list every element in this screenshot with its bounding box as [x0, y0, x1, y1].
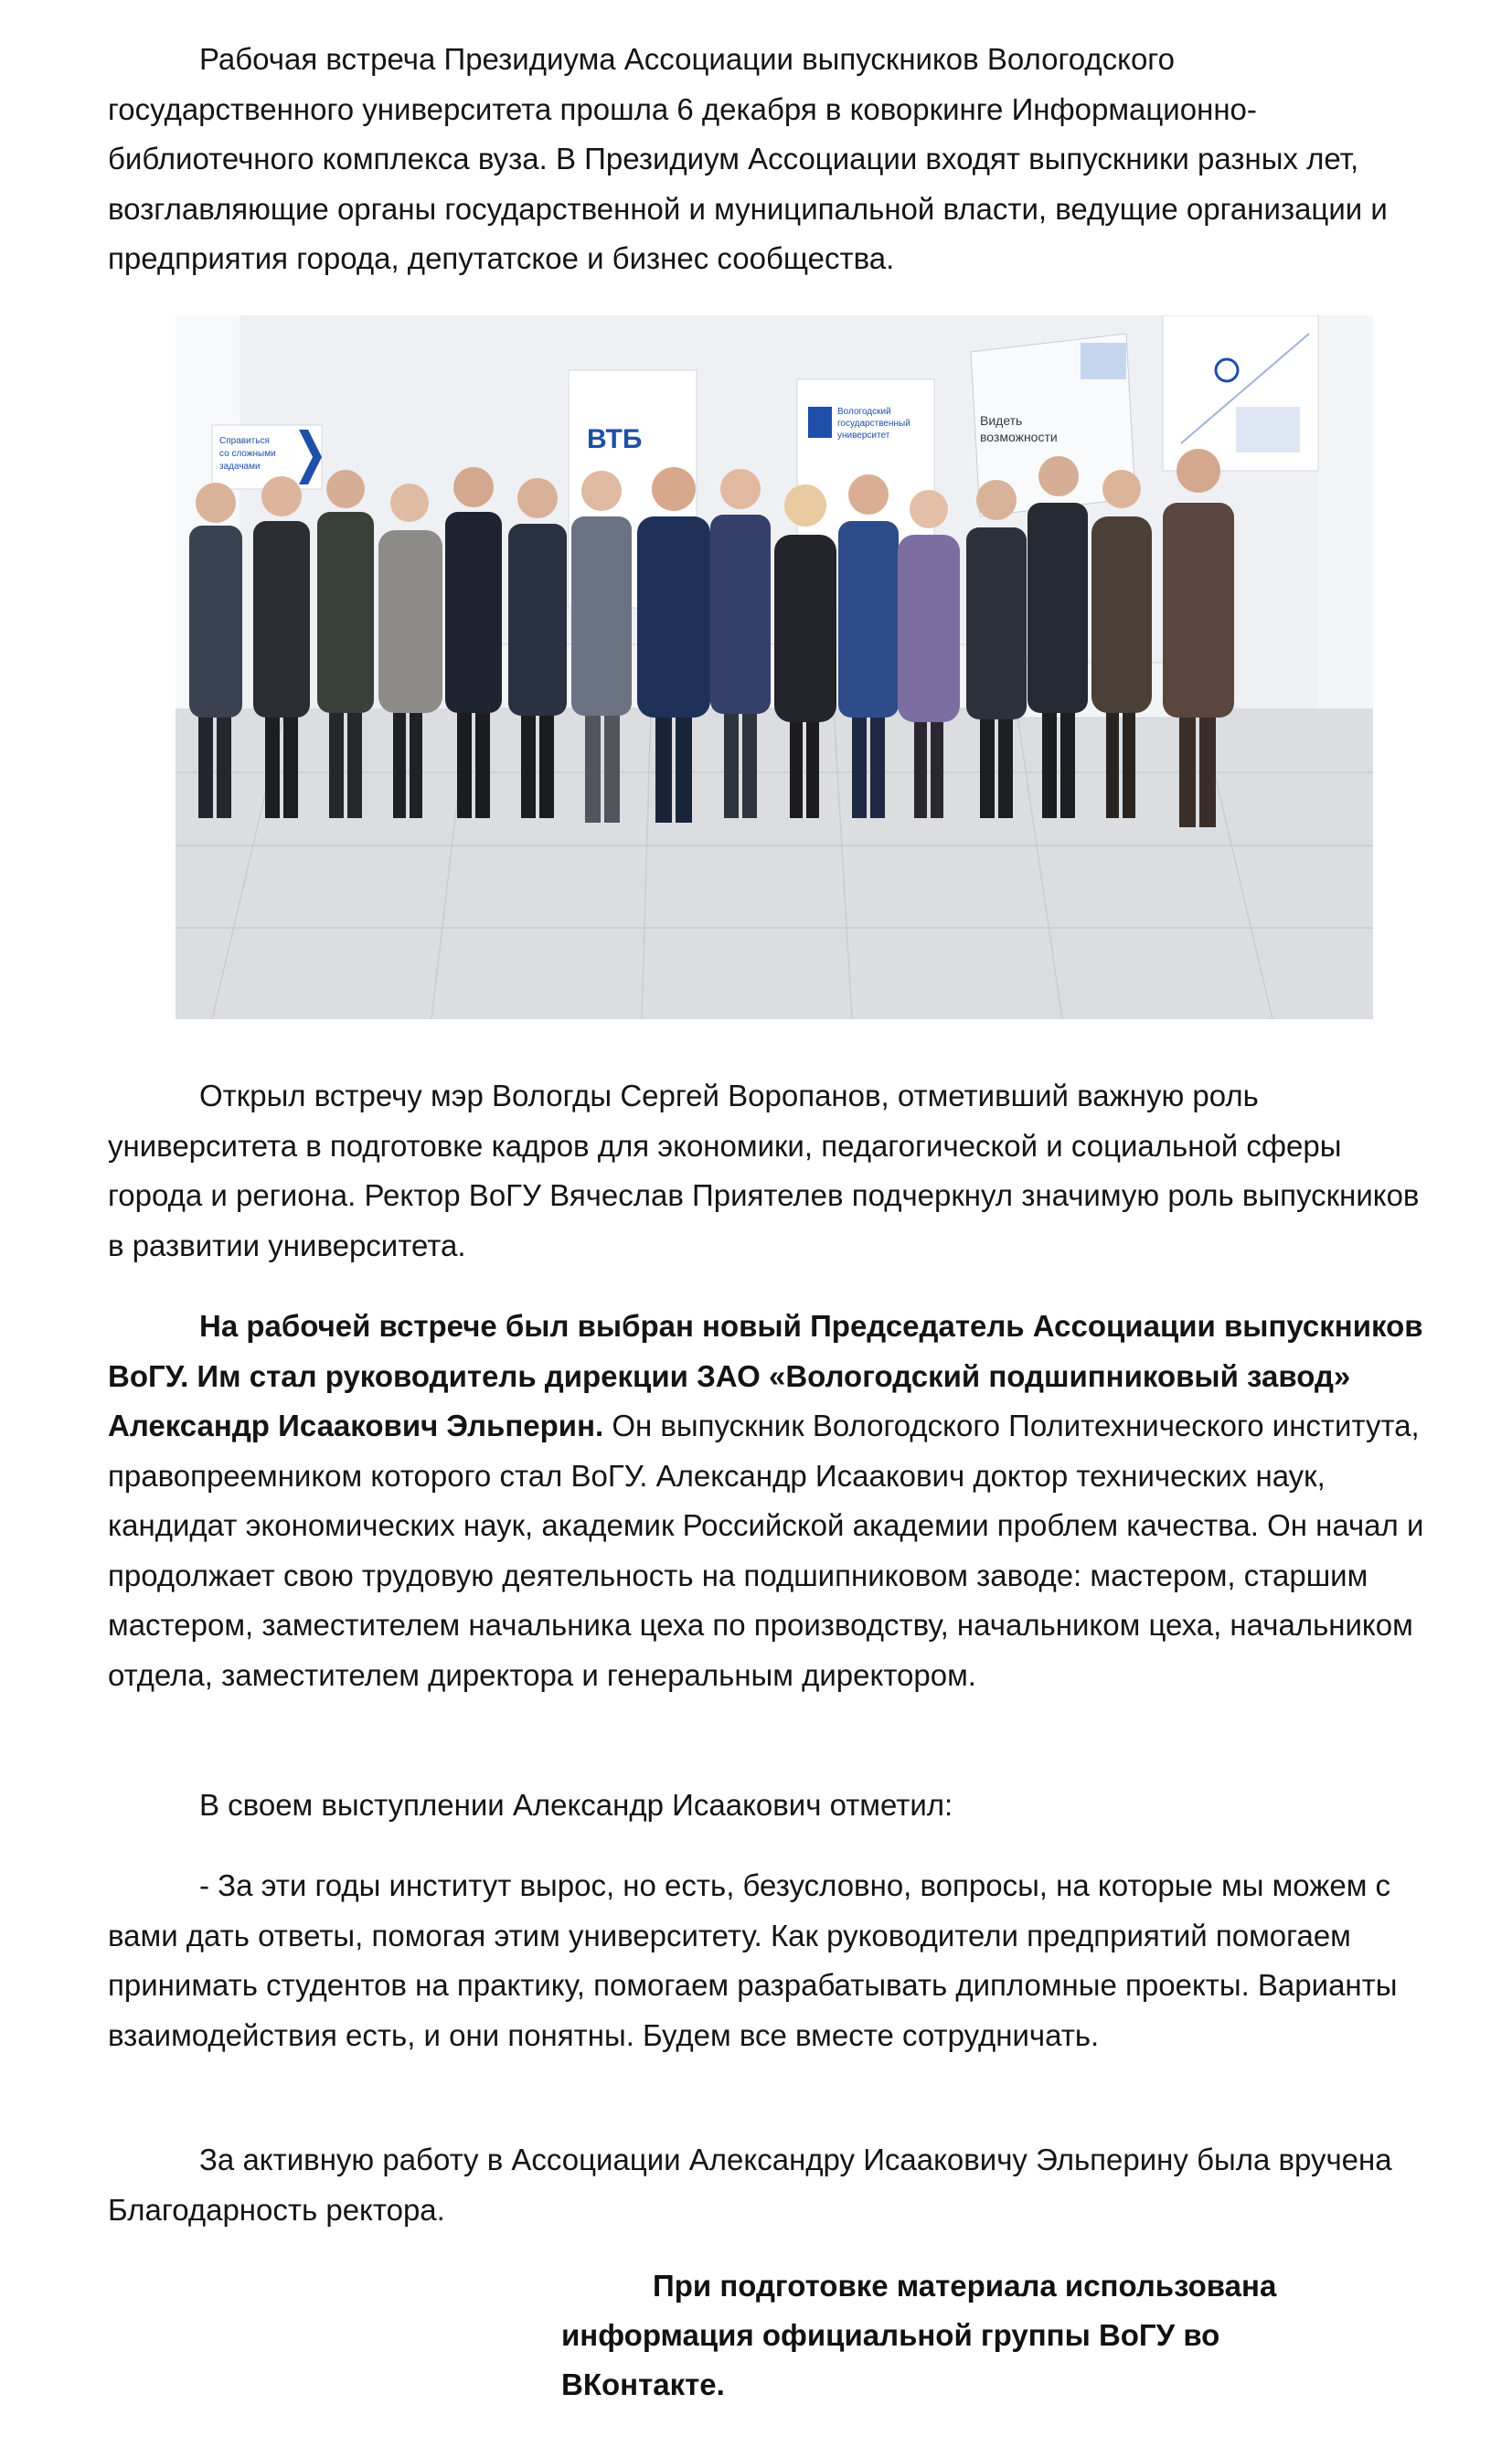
left-banner-line3: задачами [219, 462, 261, 472]
speech-intro-paragraph: В своем выступлении Александр Исаакович отметил: [199, 1788, 953, 1822]
group-photo [176, 315, 1373, 1019]
photo-window-right [1318, 315, 1373, 708]
right-wall-graphics [1163, 315, 1318, 471]
chairman-paragraph [108, 1302, 1424, 1700]
speech-quote-paragraph: - За эти годы институт вырос, но есть, безусловно, вопросы, на которые мы можем с вами дать ответы, помогая этим университету. Как руководители предприятий помогаем принимать студентов на практику, помогаем разрабатывать дипломные проекты. Варианты взаимодействия есть, и они понятны. Будем все вместе сотрудничать. [108, 1868, 1398, 2052]
left-banner-line1: Справиться [219, 436, 270, 446]
award-paragraph: За активную работу в Ассоциации Александру Исааковичу Эльперину была вручена Благодарность ректора. [108, 2143, 1392, 2227]
mayor-paragraph: Открыл встречу мэр Вологды Сергей Воропанов, отметивший важную роль университета в подготовке кадров для экономики, педагогической и социальной сферы города и региона. Ректор ВоГУ Вячеслав Приятелев подчеркнул значимую роль выпускников в развитии университета. [108, 1079, 1420, 1262]
university-line2: государственный [837, 419, 910, 429]
board-line1: Видеть [980, 413, 1023, 428]
university-logo-icon [808, 407, 832, 438]
left-banner-line2: со сложными [219, 449, 276, 459]
left-banner [212, 425, 322, 489]
board-line2: возможности [980, 430, 1058, 444]
university-line3: университет [837, 431, 890, 441]
chairman-bold-text: На рабочей встрече был выбран новый Председатель Ассоциации выпускников ВоГУ. Им стал руководитель дирекции ЗАО «Вологодский подшипниковый завод» Александр Исаакович Эльперин. [108, 1309, 1423, 1442]
source-note: При подготовке материала использована информация официальной группы ВоГУ во ВКонтакте. [561, 2269, 1277, 2401]
chairman-details-text: Он выпускник Вологодского Политехнического института, правопреемником которого стал ВоГУ. Александр Исаакович доктор технических наук, кандидат экономических наук, академик Российской академии проблем качества. Он начал и продолжает свою трудовую деятельность на подшипниковом заводе: мастером, старшим мастером, заместителем начальника цеха по производству, начальником цеха, начальником отдела, заместителем директора и генеральным директором. [108, 1409, 1424, 1692]
group-photo-illustration [176, 315, 1373, 1019]
intro-paragraph: Рабочая встреча Президиума Ассоциации выпускников Вологодского государственного университета прошла 6 декабря в коворкинге Информационно-библиотечного комплекса вуза. В Президиум Ассоциации входят выпускники разных лет, возглавляющие органы государственной и муниципальной власти, ведущие организации и предприятия города, депутатское и бизнес сообщества. [108, 42, 1388, 275]
university-line1: Вологодский [837, 407, 891, 417]
vtb-logo-text: ВТБ [587, 424, 643, 454]
